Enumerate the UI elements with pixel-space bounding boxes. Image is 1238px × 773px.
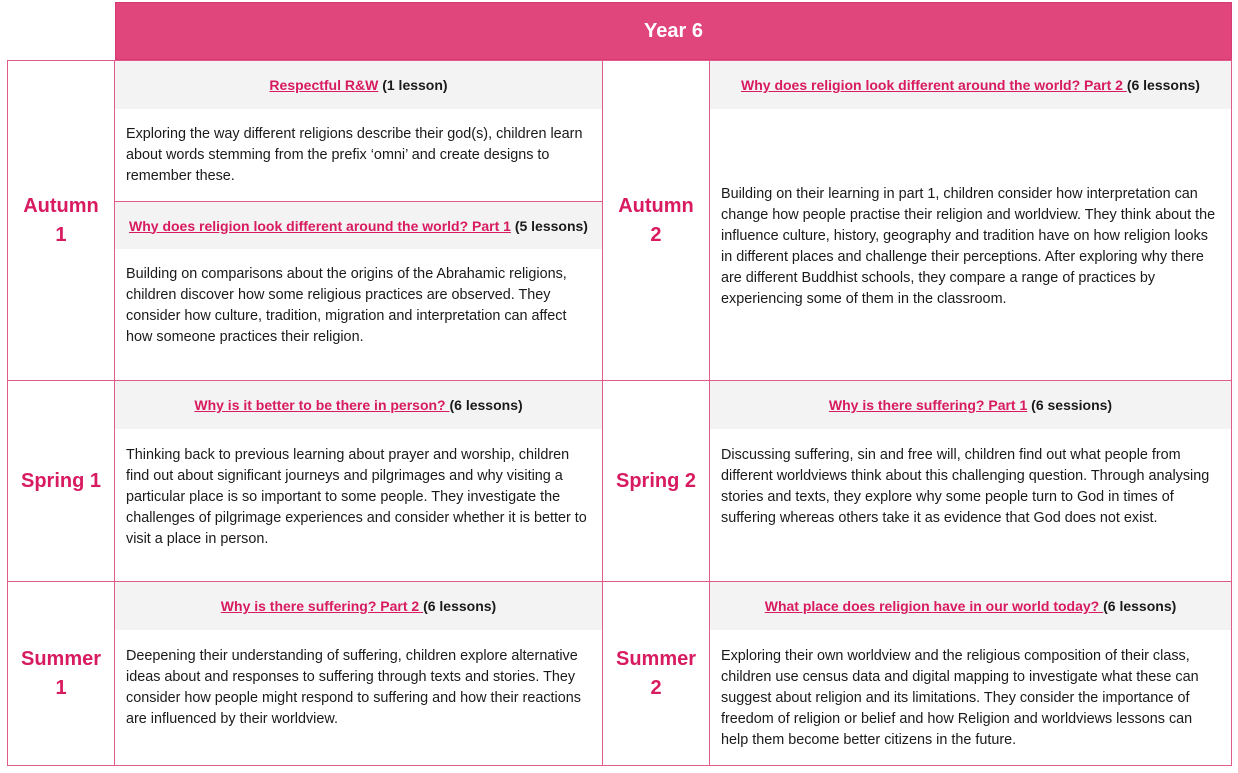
unit-link-a1b[interactable]: Why does religion look different around the world? Part 1 (129, 217, 511, 234)
term-summer-1-name: Summer (20, 647, 102, 670)
unit-count-a2: (6 lessons) (1126, 77, 1200, 93)
unit-link-a1a[interactable]: Respectful R&W (269, 77, 379, 93)
unit-count-sp1: (6 lessons) (449, 397, 523, 413)
unit-count-su1: (6 lessons) (423, 598, 497, 614)
unit-link-sp2[interactable]: Why is there suffering? Part 1 (828, 397, 1028, 413)
unit-link-su1[interactable]: Why is there suffering? Part 2 (220, 598, 424, 614)
unit-heading-a1b (115, 201, 602, 249)
unit-link-a2[interactable]: Why does religion look different around the world? Part 2 (741, 77, 1127, 93)
unit-heading-sp2 (710, 381, 1231, 429)
unit-desc-a2: Building on their learning in part 1, children consider how interpretation can change how people practise their religion and worldview. They think about the influence culture, history, geography and tradition have on how religion looks in different places and challenge their perceptions. After exploring why there are different Buddhist schools, they compare a range of practices by experiencing some of them in the classroom. (721, 186, 1216, 307)
unit-desc-sp1: Thinking back to previous learning about prayer and worship, children find out about significant journeys and pilgrimages and why visiting a particular place is so important to some people. They investigate the challenges of pilgrimage experiences and consider whether it is better to visit a place in person. (126, 447, 587, 547)
term-summer-2-number: 2 (650, 676, 662, 699)
unit-desc-a1a: Exploring the way different religions describe their god(s), children learn about words stemming from the prefix ‘omni’ and create designs to remember these. (126, 126, 583, 184)
term-spring-1-name: Spring 1 (20, 469, 101, 492)
term-summer-1-number: 1 (55, 676, 67, 699)
unit-heading-su2 (710, 582, 1231, 630)
unit-heading-su1 (115, 582, 602, 630)
term-spring-2 (602, 380, 710, 582)
unit-heading-sp1 (115, 381, 602, 429)
unit-desc-su2: Exploring their own worldview and the religious composition of their class, children use census data and digital mapping to investigate what these can suggest about religion and its limitations. They consider the importance of freedom of religion or belief and how Religion and worldviews lessons can help them become better citizens in the future. (721, 648, 1199, 748)
term-summer-2-name: Summer (615, 647, 697, 670)
unit-desc-su1: Deepening their understanding of suffering, children explore alternative ideas about and responses to suffering through texts and stories. They consider how people might respond to suffering and how their reactions are influenced by their worldview. (126, 648, 581, 727)
unit-count-a1b: (5 lessons) (510, 217, 588, 234)
unit-desc-a1b: Building on comparisons about the origins of the Abrahamic religions, children discover how some religious practices are observed. They consider how culture, tradition, migration and interpretation can affect how someone practices their religion. (126, 266, 567, 345)
unit-cell-autumn-1 (114, 60, 603, 381)
unit-desc-sp2: Discussing suffering, sin and free will, children find out what people from different worldviews think about this challenging question. Through analysing stories and texts, they explore why some people turn to God in times of suffering whereas others take it as evidence that God does not exist. (721, 447, 1210, 526)
unit-cell-spring-1 (114, 380, 603, 582)
term-autumn-2 (602, 60, 710, 381)
unit-cell-autumn-2 (709, 60, 1232, 381)
unit-heading-a1a (115, 61, 602, 109)
year-header (115, 2, 1232, 60)
unit-cell-spring-2 (709, 380, 1232, 582)
unit-count-sp2: (6 sessions) (1027, 397, 1113, 413)
unit-cell-summer-2 (709, 581, 1232, 766)
term-autumn-1-number: 1 (55, 223, 67, 246)
unit-count-a1a: (1 lesson) (378, 77, 448, 93)
unit-heading-a2 (710, 61, 1231, 109)
unit-count-su2: (6 lessons) (1103, 598, 1177, 614)
term-autumn-1 (7, 60, 115, 381)
term-autumn-1-name: Autumn (23, 194, 99, 217)
year-title: Year 6 (644, 19, 703, 42)
unit-link-sp1[interactable]: Why is it better to be there in person? (194, 397, 450, 413)
term-spring-2-name: Spring 2 (615, 469, 696, 492)
curriculum-table (7, 60, 1232, 766)
term-autumn-2-name: Autumn (618, 194, 694, 217)
term-summer-1 (7, 581, 115, 766)
term-spring-1 (7, 380, 115, 582)
term-autumn-2-number: 2 (650, 223, 662, 246)
term-summer-2 (602, 581, 710, 766)
unit-cell-summer-1 (114, 581, 603, 766)
unit-link-su2[interactable]: What place does religion have in our world today? (764, 598, 1104, 614)
